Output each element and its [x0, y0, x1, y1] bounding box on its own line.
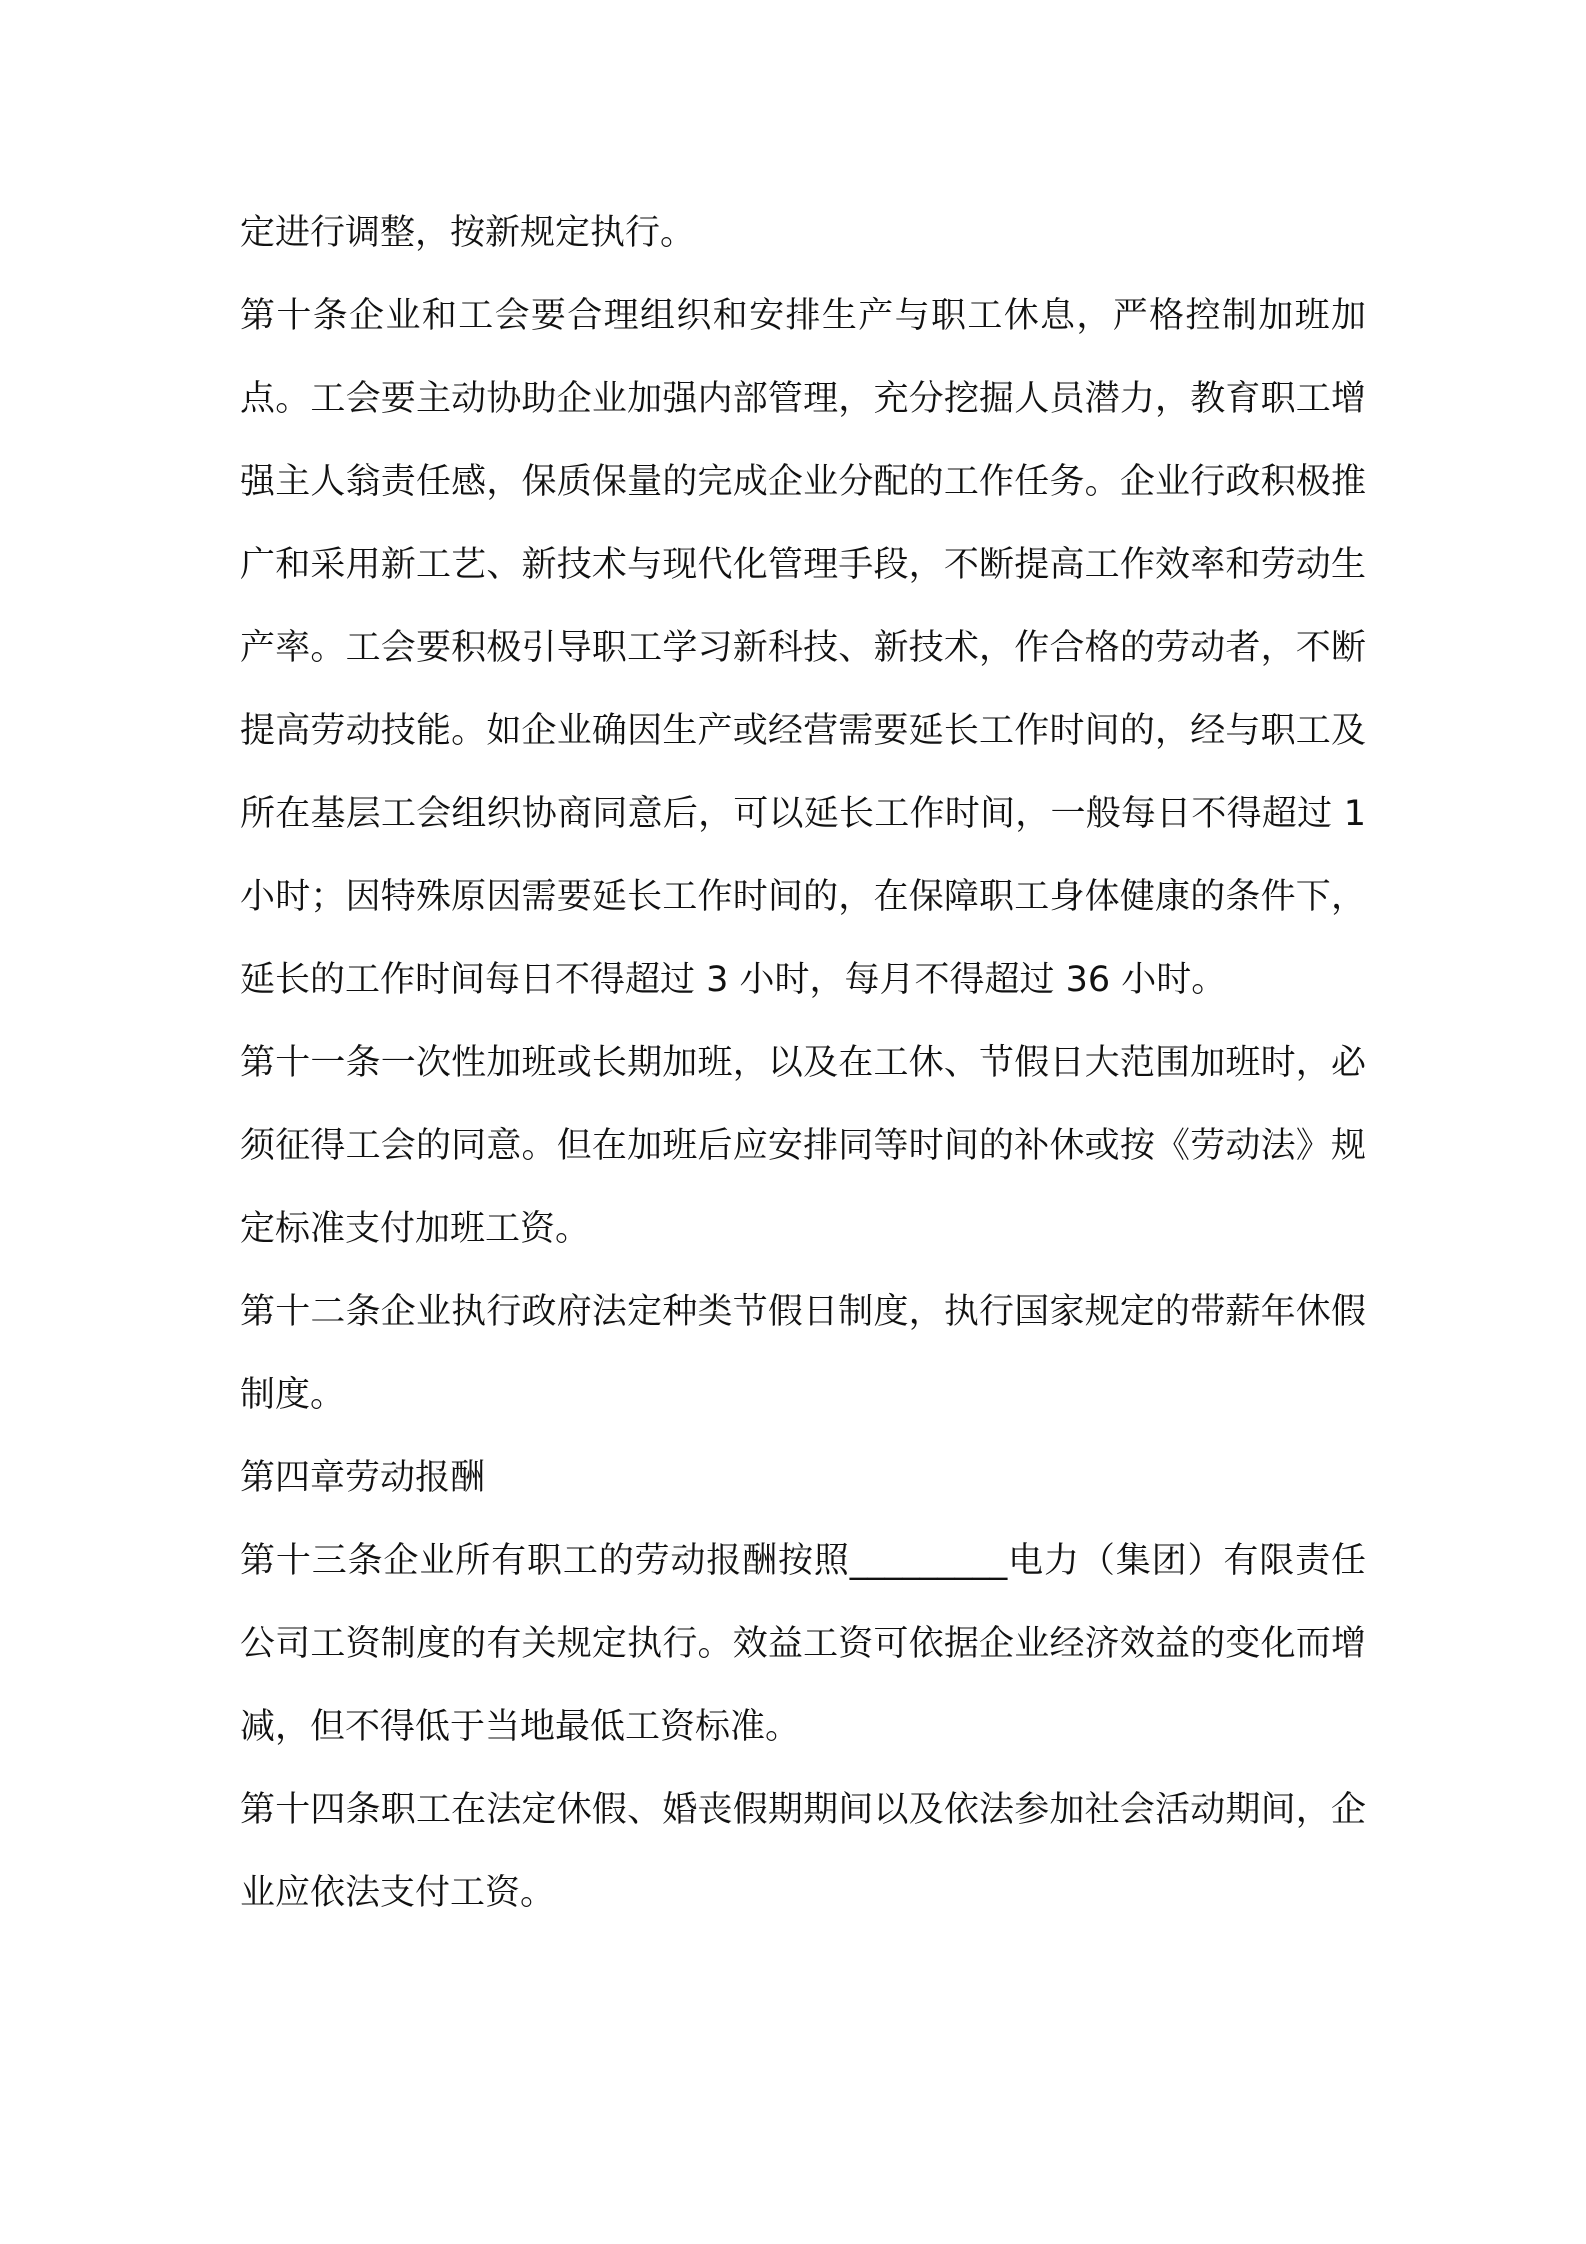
article-11: 第十一条一次性加班或长期加班，以及在工休、节假日大范围加班时，必须征得工会的同意。但在加班后应安排同等时间的补休或按《劳动法》规定标准支付加班工资。: [240, 1043, 1366, 1249]
article-13: 第十三条企业所有职工的劳动报酬按照_________电力（集团）有限责任公司工资制度的有关规定执行。效益工资可依据企业经济效益的变化而增减，但不得低于当地最低工资标准。: [240, 1541, 1366, 1747]
document-body: [240, 192, 1378, 1935]
article-14: 第十四条职工在法定休假、婚丧假期期间以及依法参加社会活动期间，企业应依法支付工资。: [240, 1790, 1366, 1913]
article-12: 第十二条企业执行政府法定种类节假日制度，执行国家规定的带薪年休假制度。: [240, 1292, 1366, 1415]
article-10: 第十条企业和工会要合理组织和安排生产与职工休息，严格控制加班加点。工会要主动协助企业加强内部管理，充分挖掘人员潜力，教育职工增强主人翁责任感，保质保量的完成企业分配的工作任务。企业行政积极推广和采用新工艺、新技术与现代化管理手段，不断提高工作效率和劳动生产率。工会要积极引导职工学习新科技、新技术，作合格的劳动者，不断提高劳动技能。如企业确因生产或经营需要延长工作时间的，经与职工及所在基层工会组织协商同意后，可以延长工作时间，一般每日不得超过 1 小时；因特殊原因需要延长工作时间的，在保障职工身体健康的条件下，延长的工作时间每日不得超过 3 小时，每月不得超过 36 小时。: [240, 296, 1378, 1000]
chapter-heading: 第四章劳动报酬: [240, 1458, 486, 1498]
paragraph-continuation: 定进行调整，按新规定执行。: [240, 213, 696, 253]
